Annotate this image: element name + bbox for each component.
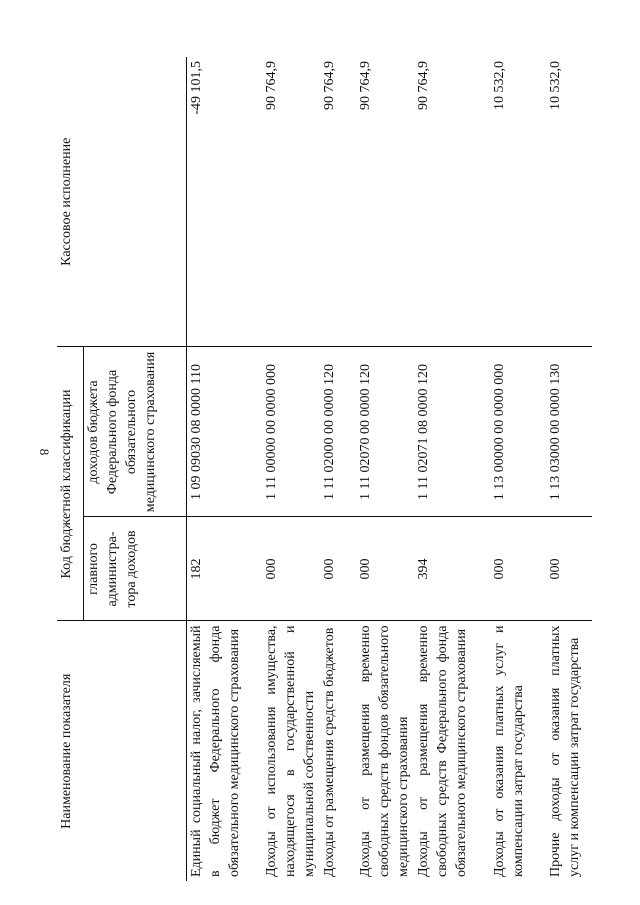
administrator-code: 394 [414, 517, 490, 621]
revenue-code: 1 13 03000 00 0000 130 [546, 347, 592, 517]
indicator-header: Наименование показателя [57, 621, 186, 881]
cash-amount: 10 532,0 [548, 61, 563, 110]
cash-amount: 90 764,9 [416, 61, 431, 110]
table-row [356, 57, 414, 881]
table-row [490, 57, 546, 881]
indicator-name: Доходы от размещения временно свободных средств фондов обязательного медицинского страхования [356, 621, 414, 881]
revenue-code: 1 11 02070 00 0000 120 [356, 347, 414, 517]
administrator-code: 000 [546, 517, 592, 621]
cash-amount: 90 764,9 [264, 61, 279, 110]
administrator-code: 000 [356, 517, 414, 621]
administrator-code: 000 [262, 517, 320, 621]
table-row [320, 57, 356, 881]
revenue-code: 1 09 09030 08 0000 110 [186, 347, 262, 517]
cash-amount: 90 764,9 [322, 61, 337, 110]
table-row [546, 57, 592, 881]
administrator-code: 182 [186, 517, 262, 621]
administrator-header: главного администра-тора доходов [83, 517, 186, 621]
indicator-name: Доходы от использования имущества, находящегося в государственной и муниципальной собственности [262, 621, 320, 881]
table-row [414, 57, 490, 881]
indicator-name: Доходы от размещения временно свободных средств Федерального фонда обязательного медицинского страхования [414, 621, 490, 881]
revenue-code: 1 13 00000 00 0000 000 [490, 347, 546, 517]
revenue-code: 1 11 02000 00 0000 120 [320, 347, 356, 517]
administrator-code: 000 [320, 517, 356, 621]
cash-execution-header: Кассовое исполнение [57, 57, 186, 347]
revenue-code: 1 11 02071 08 0000 120 [414, 347, 490, 517]
classification-group-header: Код бюджетной классификации [57, 347, 83, 621]
cash-amount: -49 101,5 [188, 61, 204, 115]
indicator-name: Прочие доходы от оказания платных услуг и компенсации затрат государства [546, 621, 592, 881]
page-number: 8 [37, 448, 52, 456]
administrator-code: 000 [490, 517, 546, 621]
cash-amount: 10 532,0 [492, 61, 507, 110]
table-row [262, 57, 320, 881]
cash-amount: 90 764,9 [358, 61, 373, 110]
header-row-top [57, 57, 83, 881]
budget-table [57, 57, 592, 881]
indicator-name: Доходы от размещения средств бюджетов [320, 621, 356, 881]
indicator-name: Единый социальный налог, зачисляемый в бюджет Федерального фонда обязательного медицинского страхования [186, 621, 262, 881]
revenue-code: 1 11 00000 00 0000 000 [262, 347, 320, 517]
table-row [186, 57, 262, 881]
indicator-name: Доходы от оказания платных услуг и компенсации затрат государства [490, 621, 546, 881]
revenue-code-header: доходов бюджета Федерального фонда обязательного медицинского страхования [83, 347, 186, 517]
rotated-page [57, 57, 592, 881]
